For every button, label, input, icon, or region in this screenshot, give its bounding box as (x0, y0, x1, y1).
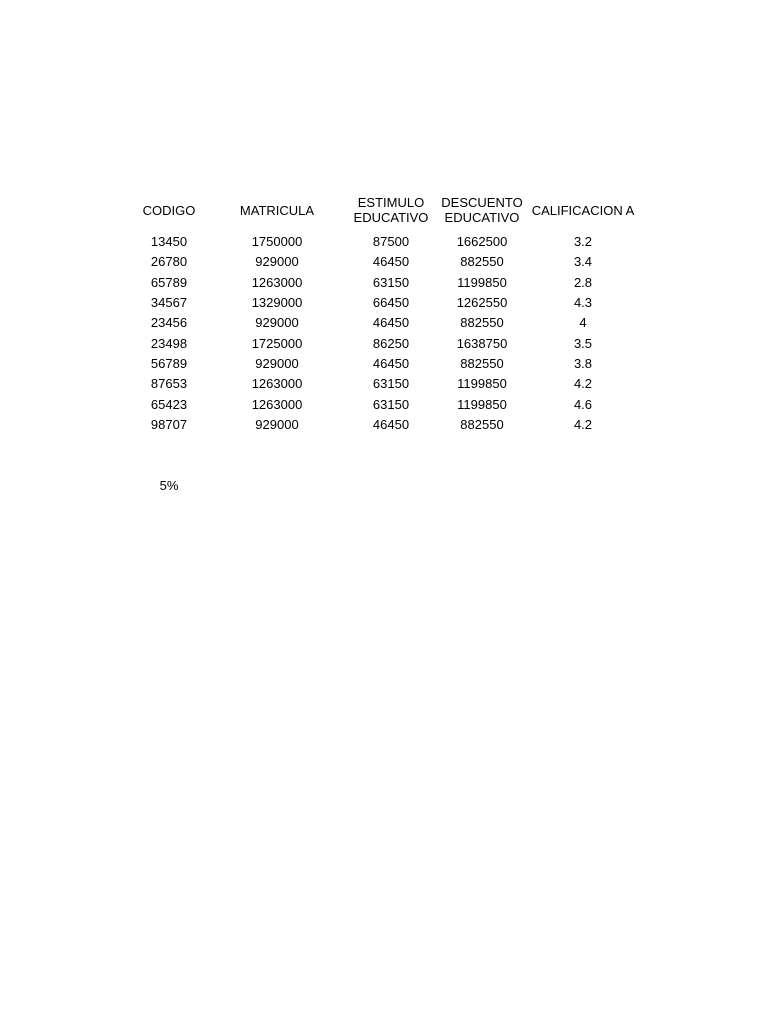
cell-estimulo: 63150 (372, 376, 410, 391)
cell-codigo: 23498 (150, 336, 188, 351)
cell-estimulo: 46450 (372, 315, 410, 330)
percentage-note: 5% (159, 478, 179, 493)
cell-calificacion: 3.4 (573, 254, 593, 269)
cell-matricula: 929000 (255, 315, 299, 330)
header-matricula (222, 203, 332, 218)
cell-descuento: 1638750 (456, 336, 508, 351)
cell-codigo: 87653 (150, 376, 188, 391)
cell-calificacion: 4.2 (573, 376, 593, 391)
cell-calificacion: 4 (579, 315, 587, 330)
cell-descuento: 882550 (460, 417, 504, 432)
cell-codigo: 98707 (150, 417, 188, 432)
cell-descuento: 1662500 (456, 234, 508, 249)
header-estimulo-line1: ESTIMULO (357, 195, 425, 210)
cell-estimulo: 87500 (372, 234, 410, 249)
cell-codigo: 65423 (150, 397, 188, 412)
cell-calificacion: 3.2 (573, 234, 593, 249)
cell-estimulo: 63150 (372, 275, 410, 290)
cell-descuento: 1199850 (457, 397, 507, 412)
cell-descuento: 882550 (460, 315, 504, 330)
cell-matricula: 1750000 (251, 234, 303, 249)
cell-estimulo: 66450 (372, 295, 410, 310)
cell-matricula: 1725000 (251, 336, 303, 351)
cell-codigo: 26780 (150, 254, 188, 269)
cell-descuento: 1262550 (456, 295, 508, 310)
cell-matricula: 929000 (255, 254, 299, 269)
cell-matricula: 1263000 (251, 376, 303, 391)
cell-calificacion: 3.8 (573, 356, 593, 371)
header-descuento-educativo (432, 195, 532, 225)
header-estimulo-educativo (341, 195, 441, 225)
cell-calificacion: 4.6 (573, 397, 593, 412)
header-matricula-line1: MATRICULA (239, 203, 315, 218)
header-calificacion (523, 203, 643, 218)
cell-calificacion: 4.2 (573, 417, 593, 432)
cell-calificacion: 4.3 (573, 295, 593, 310)
cell-matricula: 929000 (255, 356, 299, 371)
header-descuento-line1: DESCUENTO (441, 195, 523, 210)
header-estimulo-line2: EDUCATIVO (353, 210, 429, 225)
cell-matricula: 929000 (255, 417, 299, 432)
cell-descuento: 882550 (460, 254, 504, 269)
cell-estimulo: 63150 (372, 397, 410, 412)
cell-codigo: 56789 (150, 356, 188, 371)
cell-calificacion: 3.5 (573, 336, 593, 351)
cell-calificacion: 2.8 (573, 275, 593, 290)
header-descuento-line2: EDUCATIVO (444, 210, 520, 225)
cell-matricula: 1263000 (251, 397, 303, 412)
cell-matricula: 1329000 (251, 295, 303, 310)
cell-estimulo: 46450 (372, 356, 410, 371)
cell-estimulo: 46450 (372, 254, 410, 269)
cell-estimulo: 86250 (372, 336, 410, 351)
cell-descuento: 1199850 (457, 275, 507, 290)
cell-matricula: 1263000 (251, 275, 303, 290)
cell-descuento: 1199850 (457, 376, 507, 391)
cell-descuento: 882550 (460, 356, 504, 371)
header-calificacion-line1: CALIFICACION A (531, 203, 635, 218)
cell-codigo: 65789 (150, 275, 188, 290)
cell-codigo: 23456 (150, 315, 188, 330)
cell-codigo: 34567 (150, 295, 188, 310)
cell-codigo: 13450 (150, 234, 188, 249)
header-codigo (119, 203, 219, 218)
cell-estimulo: 46450 (372, 417, 410, 432)
header-codigo-line1: CODIGO (142, 203, 196, 218)
